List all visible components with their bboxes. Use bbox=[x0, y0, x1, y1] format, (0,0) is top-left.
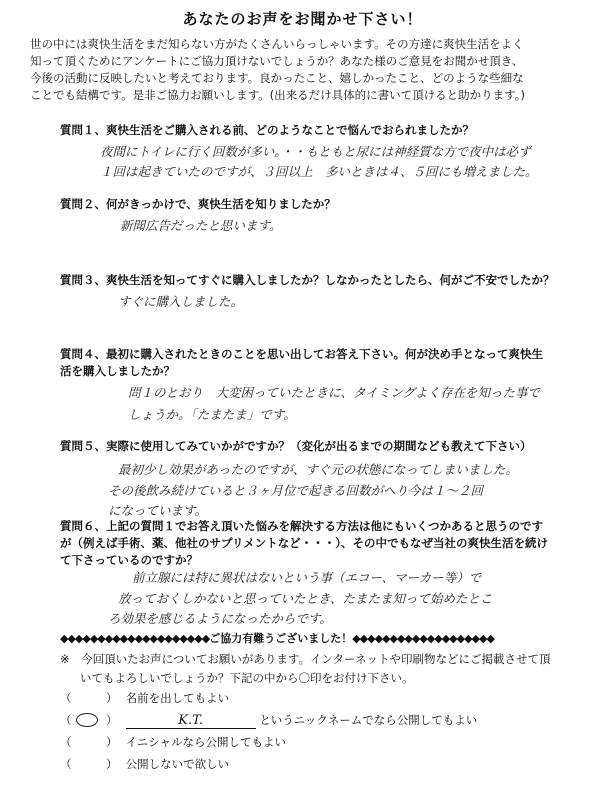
option-label: 公開しないで欲しい bbox=[125, 757, 230, 771]
question-6-line: が（例えば手術、薬、他社のサプリメントなど・・・）、その中でもなぜ当社の爽快生活を続け bbox=[60, 536, 549, 550]
option-checkbox[interactable]: （ ） bbox=[60, 713, 118, 727]
note-line: いてもよろしいでしょうか？下記の中から〇印をお付け下さい。 bbox=[80, 671, 414, 685]
option-real-name[interactable] bbox=[60, 690, 229, 706]
answer-1-line: １回は起きていたのですが、３回以上 多いときは４、５回にも増えました。 bbox=[100, 164, 538, 179]
option-nickname[interactable] bbox=[60, 712, 477, 729]
selected-circle-mark bbox=[76, 713, 98, 727]
question-5: 質問５、実際に使用してみていかがですか？（変化が出るまでの期間なども教えて下さい） bbox=[60, 439, 532, 453]
answer-4-line: しょうか。「たまたま」です。 bbox=[128, 407, 296, 422]
intro-line: ことでも結構です。是非ご協力お願いします。(出来るだけ具体的に書いて頂けると助かります。) bbox=[30, 88, 525, 102]
option-checkbox[interactable]: （ ） bbox=[60, 691, 118, 705]
option-checkbox[interactable]: （ ） bbox=[60, 757, 118, 771]
answer-1-line: 夜間にトイレに行く回数が多い。・・もともと尿には神経質な方で夜中は必ず bbox=[100, 144, 531, 159]
answer-4-line: 問１のとおり 大変困っていたときに、タイミングよく存在を知った事で bbox=[128, 385, 541, 400]
question-4-line: 活を購入しましたか？ bbox=[60, 364, 175, 378]
page-title: あなたのお声をお聞かせ下さい！ bbox=[182, 10, 423, 28]
option-label: イニシャルなら公開してもよい bbox=[125, 735, 286, 749]
thanks-divider bbox=[60, 630, 494, 646]
answer-3-line: すぐに購入しました。 bbox=[118, 294, 244, 309]
question-1: 質問１、爽快生活をご購入される前、どのようなことで悩んでおられましたか？ bbox=[60, 123, 474, 137]
answer-6-line: 放っておくしかないと思っていたとき、たまたま知って始めたとこ bbox=[118, 591, 493, 606]
answer-5-line: 最初少し効果があったのですが、すぐ元の状態になってしまいました。 bbox=[118, 462, 518, 477]
option-initials[interactable] bbox=[60, 734, 286, 750]
intro-line: 知って頂くためにアンケートにご協力頂けないでしょうか？あなた様のご意見をお聞かせ頂き、 bbox=[30, 54, 524, 68]
intro-line: 世の中には爽快生活をまだ知らない方がたくさんいらっしゃいます。その方達に爽快生活をよく bbox=[30, 37, 524, 51]
answer-2-line: 新聞広告だったと思います。 bbox=[120, 218, 282, 233]
question-6 bbox=[60, 518, 548, 569]
answer-5-line: になっています。 bbox=[108, 503, 208, 518]
thanks-message: ご協力有難うございました！ bbox=[209, 632, 353, 645]
option-label: 名前を出してもよい bbox=[125, 691, 230, 705]
option-checkbox[interactable]: （ ） bbox=[60, 735, 118, 749]
question-3: 質問３、爽快生活を知ってすぐに購入しましたか？しなかったとしたら、何がご不安でしたか？ bbox=[60, 273, 555, 287]
question-4 bbox=[60, 346, 543, 380]
option-label: というニックネームでなら公開してもよい bbox=[259, 713, 478, 727]
question-4-line: 質問４、最初に購入されたときのことを思い出してお答え下さい。何が決め手となって爽快生 bbox=[60, 347, 543, 361]
intro-text bbox=[30, 36, 590, 104]
question-6-line: 質問６、上記の質問１でお答え頂いた悩みを解決する方法は他にもいくつかあると思うのです bbox=[60, 519, 543, 533]
question-2: 質問２、何がきっかけで、爽快生活を知りましたか？ bbox=[60, 197, 336, 211]
diamond-row: ◆◆◆◆◆◆◆◆◆◆◆◆◆◆◆◆◆◆◆◆ bbox=[60, 632, 210, 645]
question-6-line: て下さっているのですか？ bbox=[60, 553, 198, 567]
answer-6-line: ろ効果を感じるようになったからです。 bbox=[108, 611, 332, 626]
intro-line: 今後の活動に反映したいと考えております。良かったこと、嬉しかったこと、どのような些細な bbox=[30, 71, 524, 85]
option-private[interactable] bbox=[60, 756, 229, 772]
nickname-field[interactable]: K.T. bbox=[126, 713, 256, 729]
answer-6-line: 前立腺には特に異状はないという事（エコー、マーカー等）で bbox=[132, 570, 482, 585]
diamond-row: ◆◆◆◆◆◆◆◆◆◆◆◆◆◆◆◆◆◆◆ bbox=[352, 632, 494, 645]
publication-note bbox=[60, 650, 600, 688]
note-line: ※ 今回頂いたお声についてお願いがあります。インターネットや印刷物などにご掲載させて頂 bbox=[60, 652, 551, 666]
answer-5-line: その後飲み続けていると３ヶ月位で起きる回数がへり今は１〜２回 bbox=[108, 483, 484, 498]
